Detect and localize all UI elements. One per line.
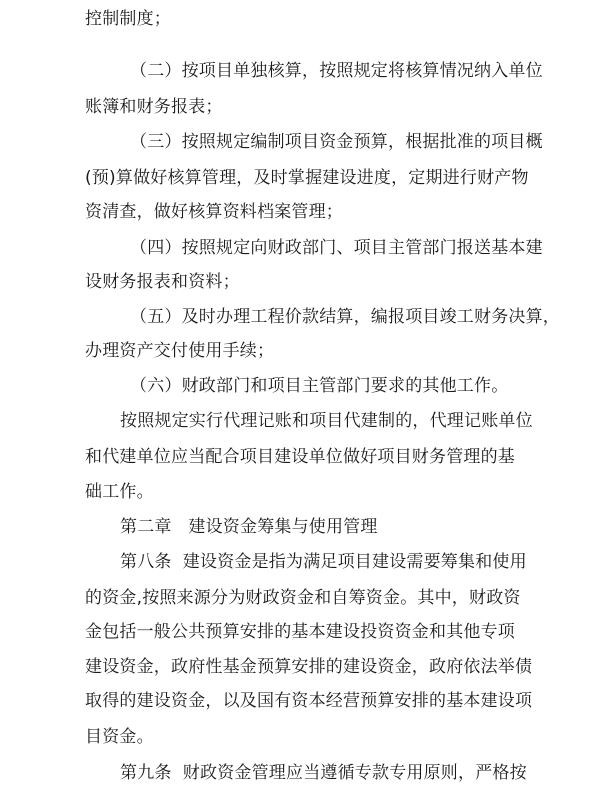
text-line: 办理资产交付使用手续； [85,341,275,361]
text-line: 建设资金，政府性基金预算安排的建设资金，政府依法举债 [85,657,533,677]
text-line: 控制制度； [85,9,171,29]
text-line: （五）及时办理工程价款结算，编报项目竣工财务决算， [130,307,560,327]
text-line: 第九条 财政资金管理应当遵循专款专用原则，严格按 [120,763,527,783]
text-line: （二）按项目单独核算，按照规定将核算情况纳入单位 [130,61,543,81]
text-line: 础工作。 [85,482,154,502]
text-line: 的资金,按照来源分为财政资金和自筹资金。其中，财政资 [85,588,521,608]
text-line: 设财务报表和资料； [85,272,240,292]
text-line: 和代建单位应当配合项目建设单位做好项目财务管理的基 [85,447,515,467]
text-line: 目资金。 [85,727,154,747]
text-line: 按照规定实行代理记账和项目代建制的，代理记账单位 [120,411,533,431]
text-line: 资清查，做好核算资料档案管理； [85,202,343,222]
text-line: 账簿和财务报表； [85,97,223,117]
text-line: 第八条 建设资金是指为满足项目建设需要筹集和使用 [120,552,527,572]
text-line: 取得的建设资金，以及国有资本经营预算安排的基本建设项 [85,691,533,711]
chapter-heading: 第二章 建设资金筹集与使用管理 [120,517,378,537]
text-line: (预)算做好核算管理，及时掌握建设进度，定期进行财产物 [85,168,529,188]
text-line: （三）按照规定编制项目资金预算，根据批准的项目概 [130,132,543,152]
text-line: （四）按照规定向财政部门、项目主管部门报送基本建 [130,238,543,258]
text-line: 金包括一般公共预算安排的基本建设投资资金和其他专项 [85,622,515,642]
text-line: （六）财政部门和项目主管部门要求的其他工作。 [130,376,509,396]
